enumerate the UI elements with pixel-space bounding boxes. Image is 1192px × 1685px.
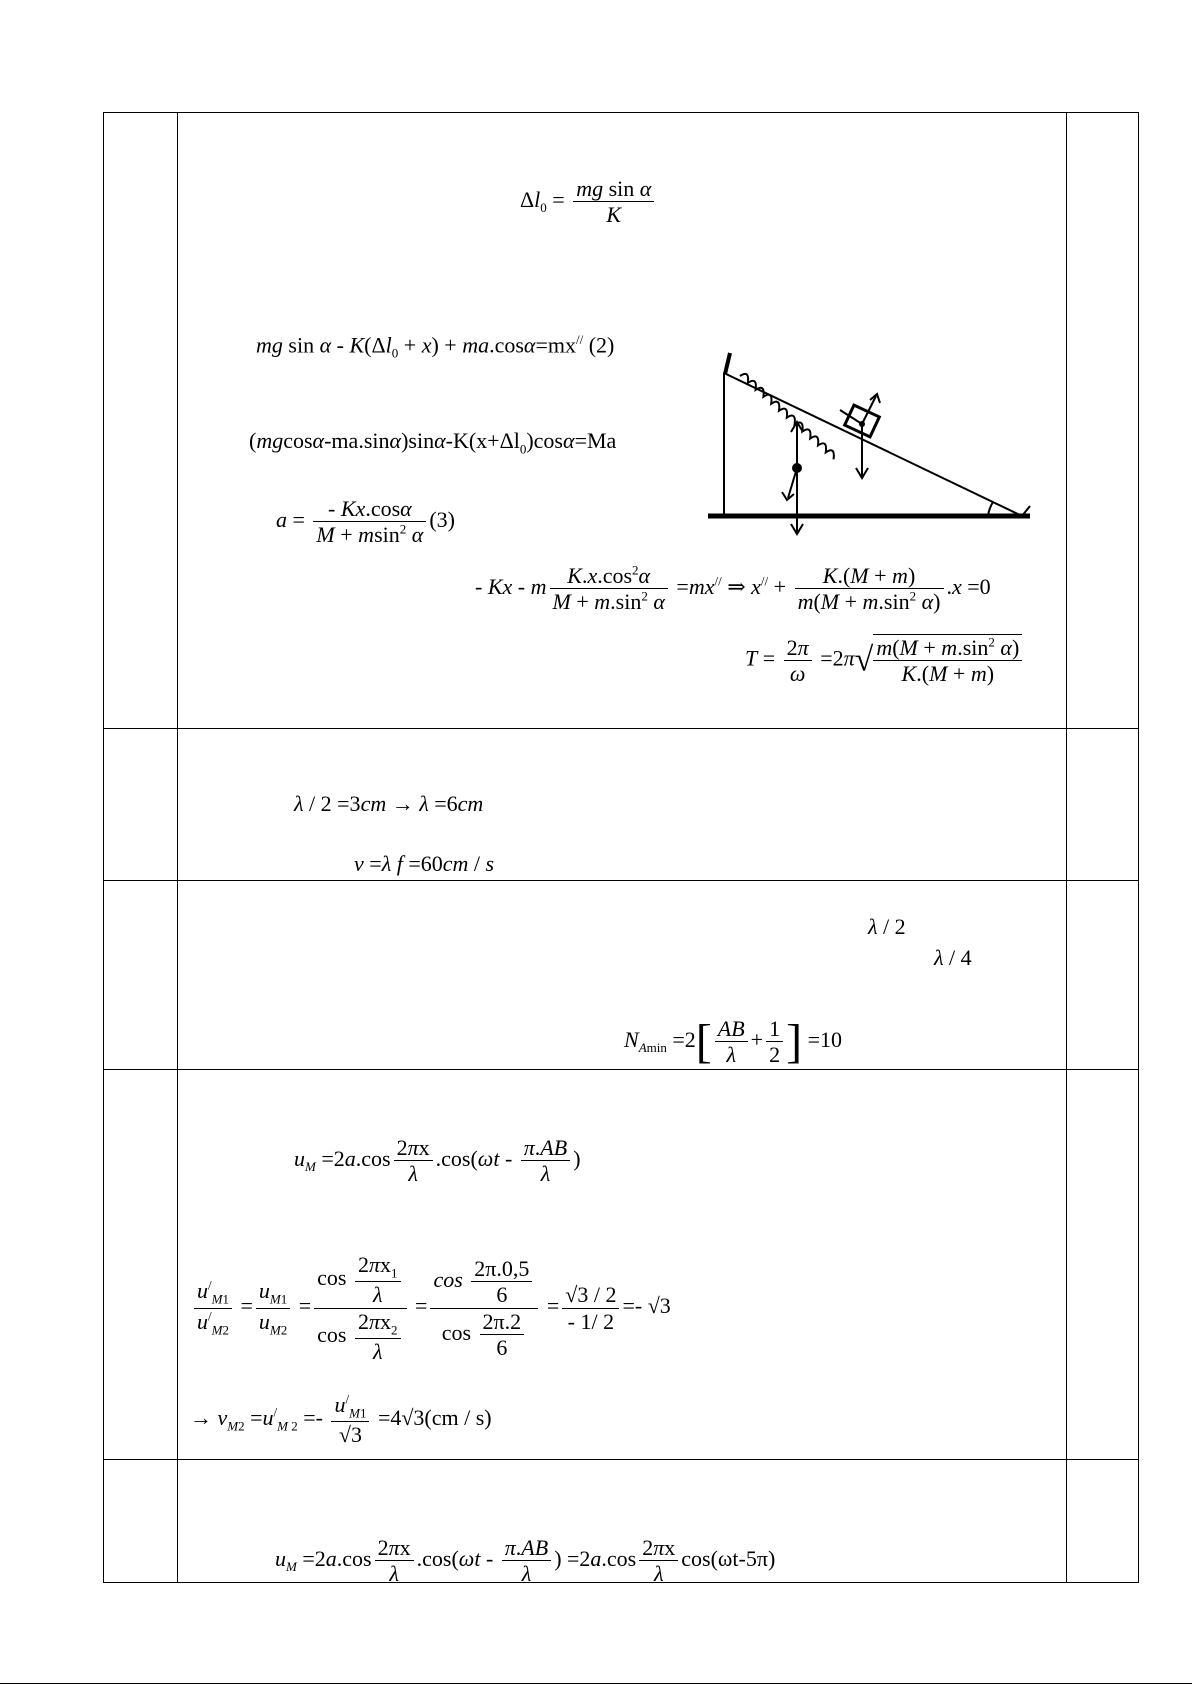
incline-spring-diagram (700, 348, 1040, 538)
velocity-m2-result: =4√3(cm / s) (377, 1404, 492, 1430)
half-wavelength-fragment: λ / 2 (868, 914, 906, 939)
column-divider-2 (1066, 112, 1067, 1583)
row-divider-3 (103, 1069, 1139, 1070)
ratio-denominator-angle: 2π.2 (480, 1309, 525, 1335)
ratio-neg-half: - 1/ 2 (567, 1308, 615, 1334)
table-border-top (103, 112, 1139, 113)
phase-tail: cos(ωt-5π) (681, 1545, 776, 1571)
velocity-ratio-equation: $\frac{u^/_{M1}}{u^/_{M2}}$ = $\frac{u_{M1}}{u_{M2}}$ = cos $\frac{2\pi x_1}{\lambda}$ cos $\frac{2\pi x_2}{\lambda}$ = cos $\frac{2\pi.0,5}{6}$ cos $\frac{2\pi.2}{6}$ = $\frac{√3 / 2}{- 1/ 2}$ =- √3 (191, 1252, 671, 1364)
table-border-right (1138, 112, 1139, 1583)
wedge-acceleration-equation: a = $\frac{- Kx.\cos\alpha}{M + msin^2 \alpha}$ (3) (276, 496, 455, 548)
velocity-m2-equation: → $v_{M2} =u^/_{M 2}$ =- $\frac{u^/_{M1}}{√3}$ =4√3(cm / s) (190, 1391, 492, 1448)
wave-phase-equation: $u_M =2a.\cos$ $\frac{2\pi x}{\lambda}$ .cos(ωt - $\frac{\pi.AB}{\lambda}$ ) =2a.cos $\frac{2\pi x}{\lambda}$ cos(ωt-5π) (275, 1535, 776, 1587)
ratio-numerator-denom: 6 (496, 1282, 508, 1308)
equation-label-3: (3) (429, 506, 455, 532)
row-divider-4 (103, 1459, 1139, 1460)
differential-equation: - Kx - m $\frac{K.x.\cos^2\alpha}{M + m.\sin^2 \alpha}$ =mx// ⇒ x// + $\frac{K.(M + m)}{m(M + m.\sin^2 \alpha)}$ .x =0 (475, 562, 991, 615)
wedge-pressure-arrow (788, 468, 797, 498)
wavelength-equation: λ / 2 =3cm → λ =6cm (294, 791, 484, 816)
node-factor: 2 (684, 1026, 696, 1052)
page-bottom-rule (0, 1683, 1192, 1684)
row-divider-1 (103, 728, 1139, 729)
velocity-equation: v =λ f =60cm / s (354, 851, 495, 876)
table-border-left (103, 112, 104, 1583)
ratio-numerator-angle: 2π.0,5 (471, 1256, 532, 1282)
period-equation: T = $\frac{2\pi}{\omega}$ =2π√ $\frac{m(M + m.\sin^2 \alpha)}{K.(M + m)}$ (745, 634, 1025, 687)
spring (725, 372, 851, 459)
quarter-wavelength-fragment: λ / 4 (934, 945, 972, 970)
ratio-sqrt3-half: √3 / 2 (562, 1282, 619, 1308)
node-count-result: =10 (807, 1026, 842, 1052)
wave-equation: $u_M =2a.\cos$ $\frac{2\pi x}{\lambda}$ .cos(ωt - $\frac{\pi.AB}{\lambda}$ ) (294, 1135, 581, 1187)
equilibrium-equation: $\Delta l_0$ = $\frac{\text{mg sin α}}{K}$ (520, 176, 657, 228)
node-count-equation: $N_{Amin} =2$[ $\frac{AB}{\lambda}$ + $\frac{1}{2}$ ] =10 (624, 1014, 842, 1068)
ratio-denominator-denom: 6 (496, 1334, 508, 1360)
equation-label-2: (2) (588, 332, 615, 358)
ratio-result: =- √3 (622, 1293, 671, 1319)
wall-support (725, 353, 730, 374)
block-newton-equation: mg $\sin \alpha - K(\Delta l_0 + x) + ma.\cos\alpha=mx^{//}$ (2) (256, 332, 615, 361)
wedge-newton-equation: $(mgcos\alpha-ma.\sin\alpha)\sin\alpha-K(x+\Delta l_0)\cos\alpha=Ma$ (249, 428, 617, 457)
column-divider-1 (177, 112, 178, 1583)
row-divider-2 (103, 880, 1139, 881)
